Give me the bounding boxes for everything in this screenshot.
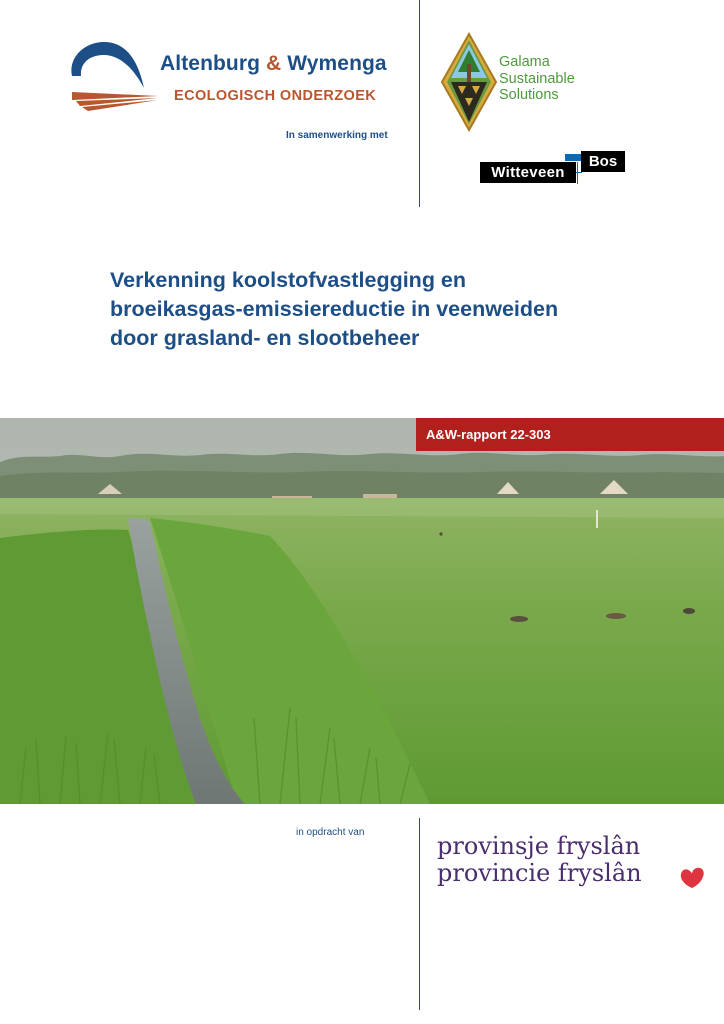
galama-line-1: Galama — [499, 54, 550, 70]
aw-logo-subtitle: ECOLOGISCH ONDERZOEK — [174, 88, 377, 104]
altenburg-wymenga-logo — [66, 38, 396, 116]
provincie-fryslan-logo — [437, 833, 642, 887]
galama-line-2: Sustainable — [499, 70, 575, 87]
report-title — [110, 266, 670, 353]
pompeblêd-leaf-icon — [679, 866, 705, 890]
wb-plus-bar — [576, 172, 582, 173]
collaboration-label: In samenwerking met — [286, 130, 388, 141]
aw-logo-name: Altenburg & Wymenga — [160, 52, 387, 75]
galama-logo-text — [499, 54, 575, 104]
title-line-1: Verkenning koolstofvastlegging en — [110, 268, 467, 292]
aw-logo-mark-icon — [66, 38, 162, 116]
galama-logo — [440, 32, 640, 132]
province-name-dutch: provincie fryslân — [437, 859, 642, 887]
wb-logo-bos: Bos — [581, 151, 625, 172]
wb-logo-accent — [565, 154, 581, 161]
galama-diamond-icon — [440, 32, 498, 132]
divider-bottom — [419, 818, 420, 1010]
witteveen-bos-logo — [480, 150, 625, 188]
wb-logo-witteveen: Witteveen — [480, 162, 576, 183]
galama-line-3: Solutions — [499, 87, 559, 103]
report-number: A&W-rapport 22-303 — [426, 427, 551, 442]
client-label: in opdracht van — [296, 827, 365, 838]
cover-photo-meadow — [0, 418, 724, 804]
report-number-band — [416, 418, 724, 451]
title-line-3: door grasland- en slootbeheer — [110, 326, 420, 350]
title-line-2: broeikasgas-emissiereductie in veenweiden — [110, 297, 559, 321]
divider-top — [419, 0, 420, 207]
province-name-frisian: provinsje fryslân — [437, 832, 641, 860]
wb-plus-icon — [577, 162, 578, 184]
